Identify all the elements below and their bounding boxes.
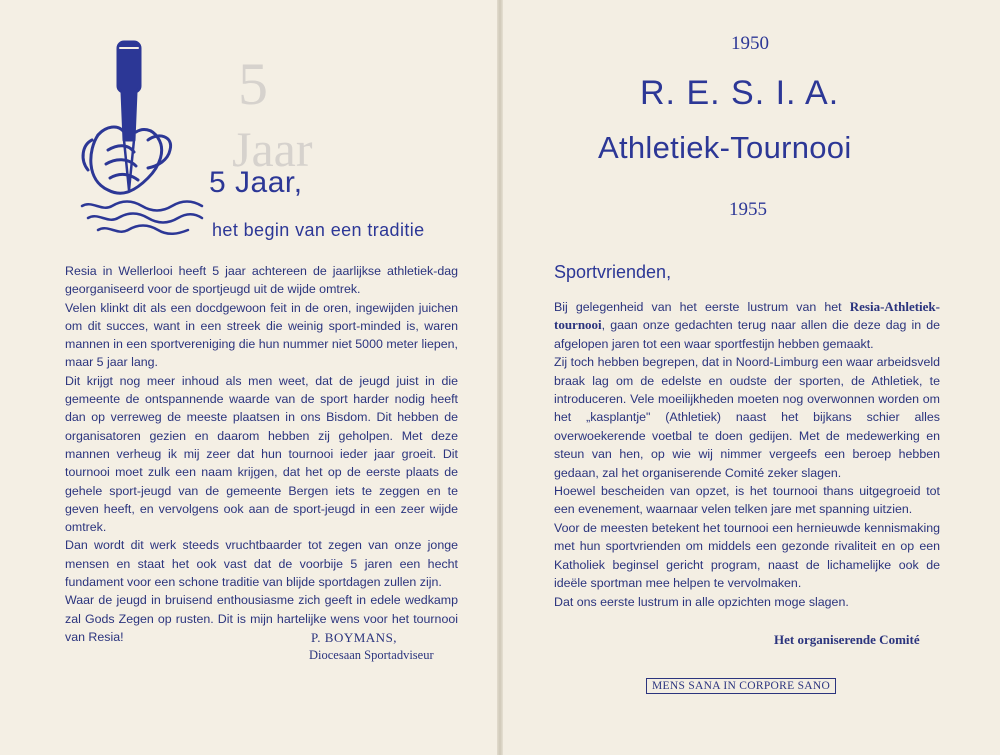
- left-paragraph: Velen klinkt dit als een docdgewoon feit in de oren, ingewijden juichen om dit succes, want in een streek die weinig sport-minded is, waren mannen in een sportvereniging die hun nummer niet 5000 meter liepen, maar 5 jaar lang.: [65, 300, 458, 370]
- show-through-left: 5: [238, 51, 268, 117]
- right-paragraph: Hoewel bescheiden van opzet, is het tournooi thans uitgegroeid tot een evenement, waarnaar velen telken jare met spanning uitzien.: [554, 484, 940, 517]
- show-through-left-2: Jaar: [232, 121, 313, 177]
- year-start: 1950: [731, 33, 769, 54]
- left-paragraph: Waar de jeugd in bruisend enthousiasme zich geeft in edele wedkamp zal Gods Zegen op rusten. Dit is mijn hartelijke wens voor het tournooi van Resia!: [65, 593, 458, 644]
- salutation: Sportvrienden,: [554, 262, 672, 282]
- left-paragraph: Dan wordt dit werk steeds vruchtbaarder tot zegen van onze jonge mensen en staat het ook vast dat de voorbije 5 jaren een hecht fundament voor een schone traditie van blijde sportdagen zullen zijn.: [65, 538, 458, 590]
- right-paragraph: Voor de meesten betekent het tournooi een hernieuwde kennismaking met hun sportvrienden om middels een gezonde rivaliteit en op een Katholiek beginsel gericht program, naast de lichamelijke ook de ideële sportman mee helpen te vervolmaken.: [554, 520, 940, 591]
- intro-text-start: Bij gelegenheid van het eerste lustrum van het: [554, 300, 850, 314]
- headline: 5 Jaar,: [209, 166, 303, 199]
- right-body-text: [554, 298, 940, 611]
- year-end: 1955: [729, 199, 767, 220]
- intro-text-end: , gaan onze gedachten terug naar allen die deze dag in de afgelopen jaren tot een waar sportfestijn hebben gemaakt.: [554, 318, 940, 351]
- hand-holding-pen-icon: [78, 40, 208, 240]
- right-paragraph: Dat ons eerste lustrum in alle opzichten moge slagen.: [554, 594, 849, 609]
- signature-title: Diocesaan Sportadviseur: [309, 648, 434, 662]
- left-paragraph: Resia in Wellerlooi heeft 5 jaar achtereen de jaarlijkse athletiek-dag georganiseerd voor de sportjeugd uit de wijde omtrek.: [65, 264, 458, 297]
- motto-box: MENS SANA IN CORPORE SANO: [646, 678, 836, 694]
- organization-name: R. E. S. I. A.: [640, 74, 840, 112]
- left-body-text: [65, 262, 458, 646]
- closing-signature: Het organiserende Comité: [774, 632, 920, 647]
- right-paragraph: Zij toch hebben begrepen, dat in Noord-Limburg een waar arbeidsveld braak lag om de edelste en oudste der sporten, de Athletiek, te introduceren. Vele moeilijkheden moeten nog overwonnen worden om het „kasplantje" (Athletiek) naast het bijkans schier alles overwoekerende voetbal te doen gedijen. Met de medewerking en steun van hen, op wie wij nimmer vergeefs een beroep hebben gedaan, zal het organiserende Comité zeker slagen.: [554, 355, 940, 480]
- subhead: het begin van een traditie: [212, 220, 425, 240]
- signature-name: P. BOYMANS,: [311, 630, 398, 645]
- right-paragraph-intro: [554, 298, 940, 353]
- page-fold: [497, 0, 503, 755]
- left-paragraph: Dit krijgt nog meer inhoud als men weet, dat de jeugd juist in die gemeente de ontspannende waarde van de sport harder nodig heeft dan op verreweg de meeste plaatsen in ons Bisdom. Dit hebben de organisatoren gezien en daarom hebben zij geholpen. Met deze mannen verheug ik mij zeer dat hun tournooi ieder jaar groeit. Dit tournooi moet zulk een naam krijgen, dat het op de eerste plaats de gehele sport-jeugd van de gemeente Bergen iets te zeggen en te geven heeft, en vervolgens ook aan de sport-jeugd in een zeer wijde omtrek.: [65, 373, 458, 535]
- event-title: Athletiek-Tournooi: [598, 130, 852, 165]
- tournament-name-bold: Resia-Athletiek-tournooi: [554, 299, 940, 333]
